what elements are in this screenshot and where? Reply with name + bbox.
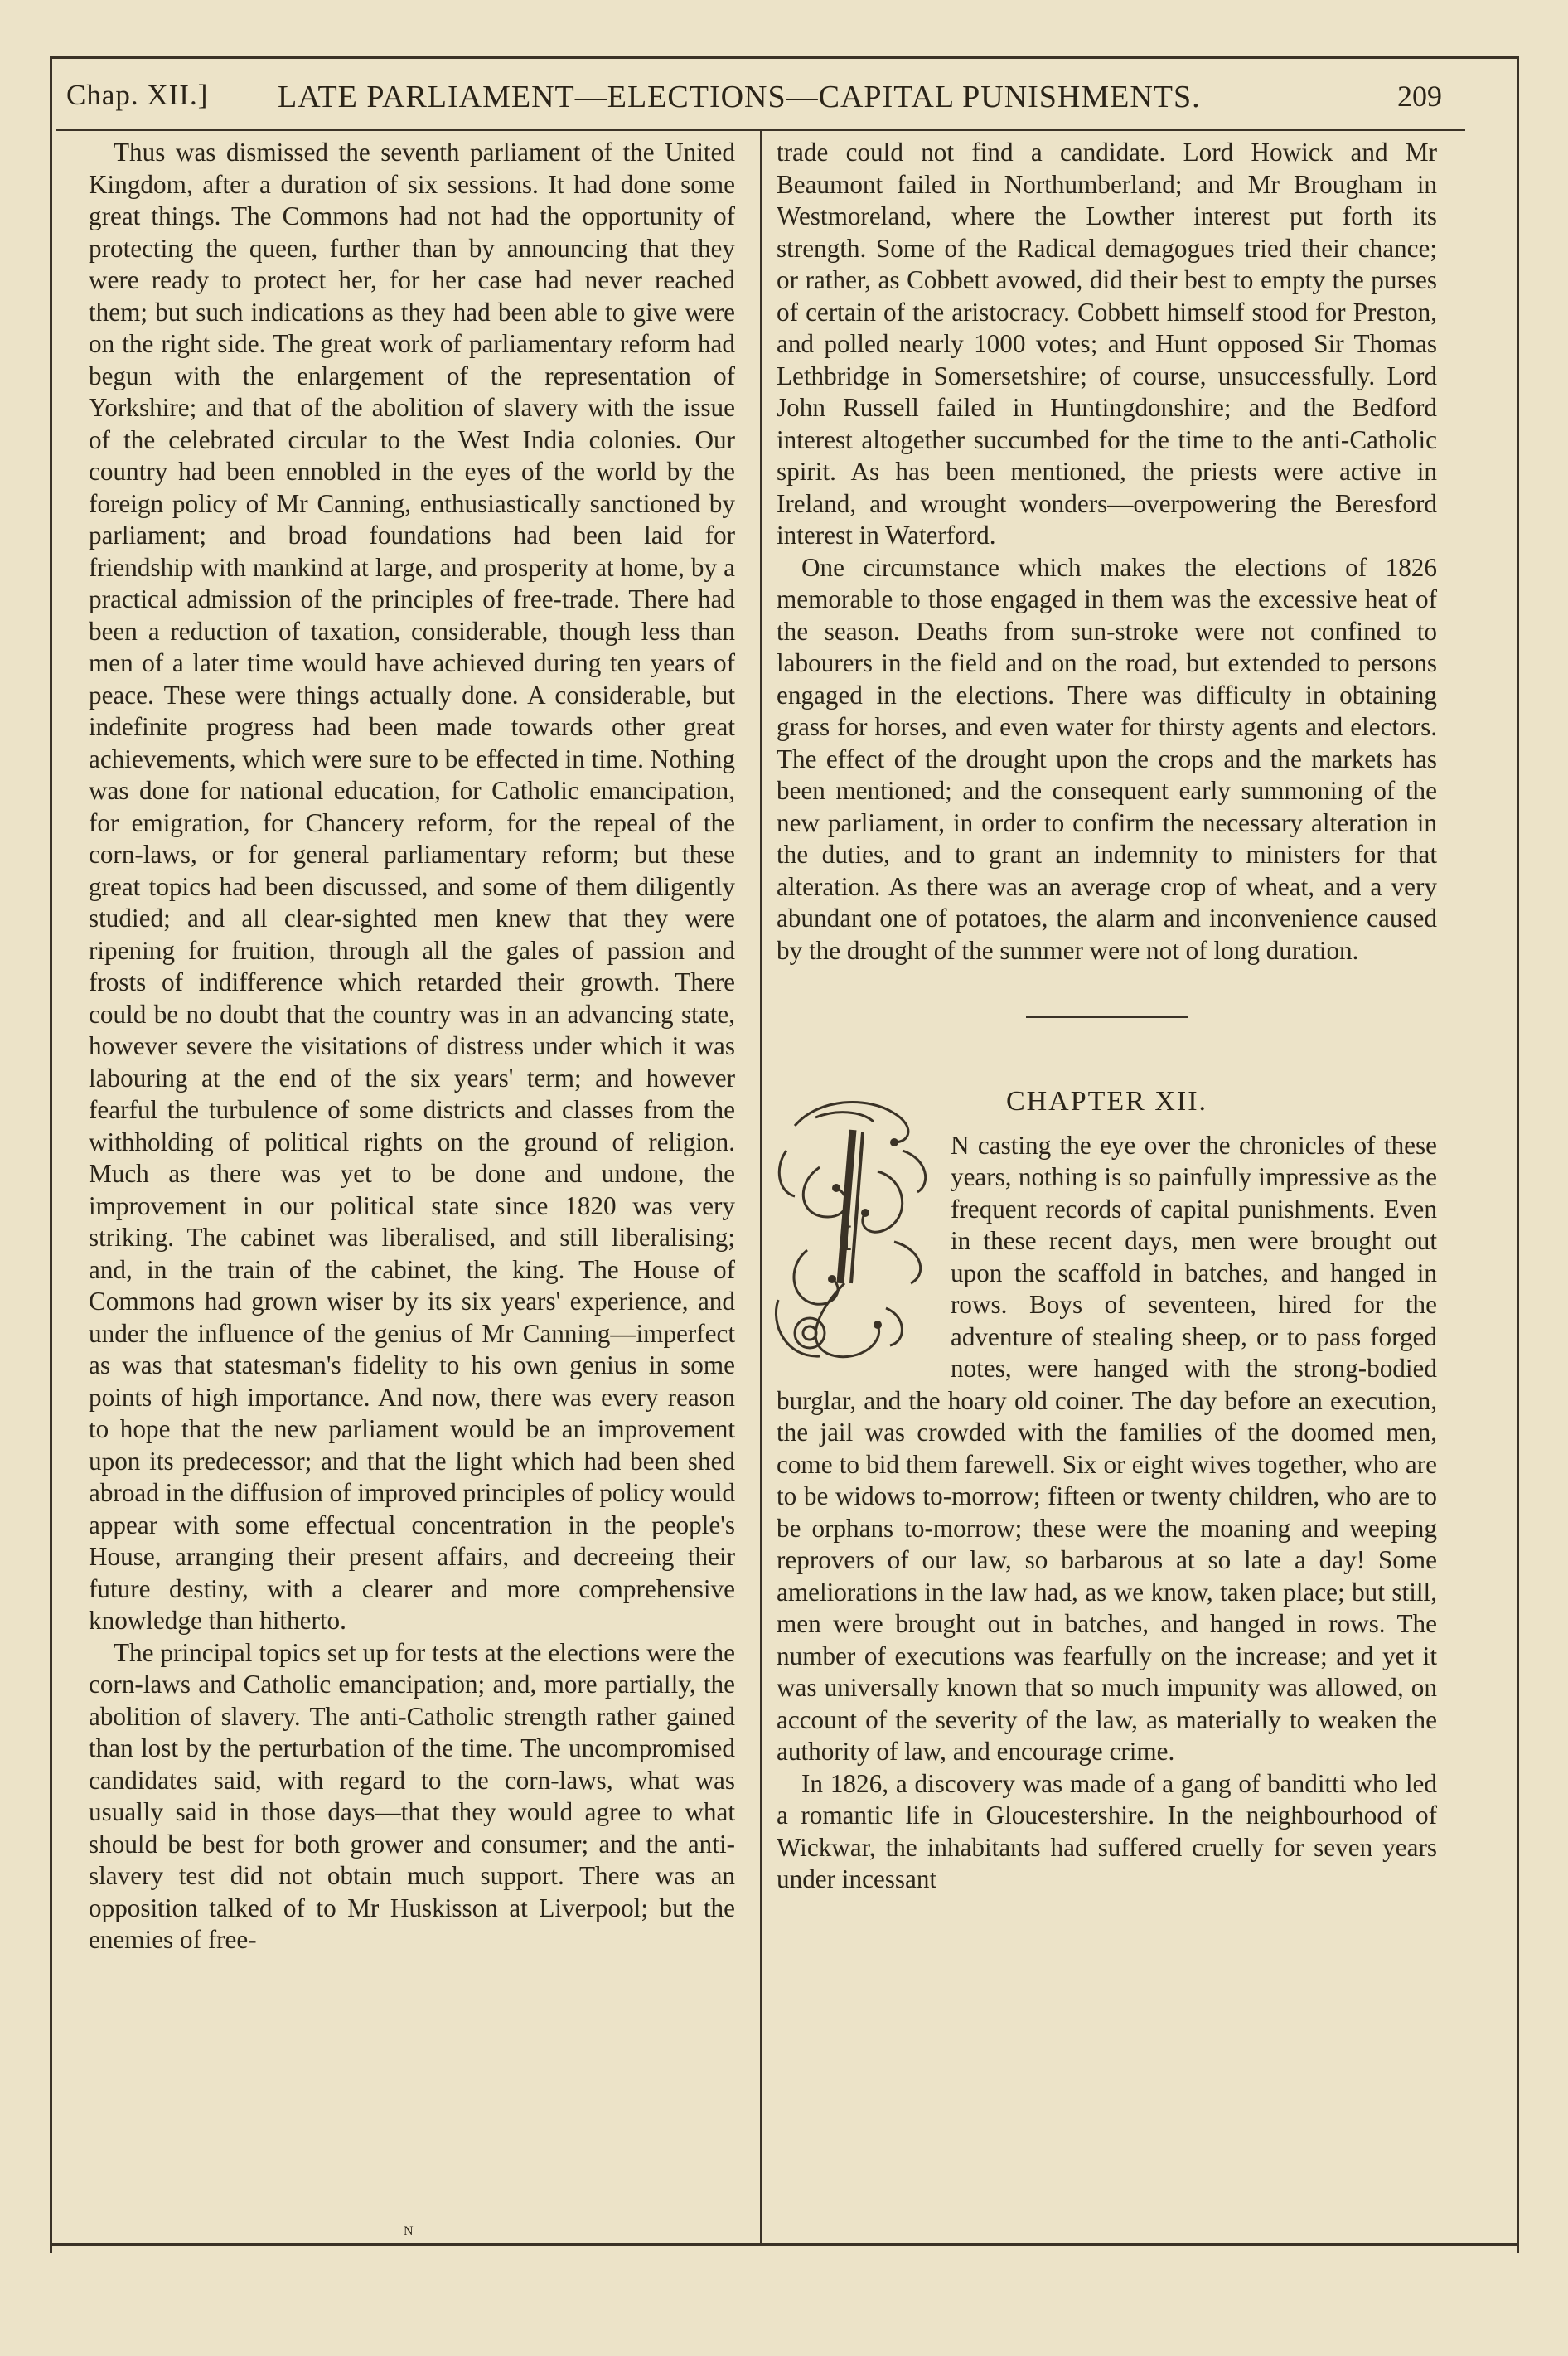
chapter-reference: Chap. XII.] xyxy=(66,79,209,111)
running-title: LATE PARLIAMENT—ELECTIONS—CAPITAL PUNISHMENTS. xyxy=(278,80,1201,114)
initial-letter: I xyxy=(840,1219,853,1258)
column-divider xyxy=(760,131,762,2245)
page-border-top xyxy=(50,56,1519,59)
page-border-right xyxy=(1517,56,1519,2253)
signature-mark: N xyxy=(404,2224,414,2238)
paragraph-election-topics: The principal topics set up for tests at the elections were the corn-laws and Catholic emancipation; and, more partially, the abolition of slavery. The anti-Catholic strength rather gained than lost by the perturbation of the time. The uncompromised candidates said, with regard to the corn-laws, what was usually said in those days—that they would agree to what should be best for both grower and consumer; and the anti-slavery test did not obtain much support. There was an opposition talked of to Mr Huskisson at Liverpool; but the enemies of free- xyxy=(89,1637,735,1954)
paragraph-free-trade: trade could not find a candidate. Lord Howick and Mr Beaumont failed in Northumberland; and Mr Brougham in Westmoreland, where the Lowther interest put forth its strength. Some of the Radical demagogues tried their chance; or rather, as Cobbett avowed, did their best to empty the purses of certain of the aristocracy. Cobbett himself stood for Preston, and polled nearly 1000 votes; and Hunt opposed Sir Thomas Lethbridge in Somersetshire; of course, unsuccessfully. Lord John Russell failed in Huntingdonshire; and the Bedford interest altogether succumbed for the time to the anti-Catholic spirit. As has been mentioned, the priests were active in Ireland, and wrought wonders—overpowering the Beresford interest in Waterford. xyxy=(777,138,1437,550)
page-number: 209 xyxy=(1397,80,1442,113)
section-separator xyxy=(1026,1016,1188,1018)
left-column xyxy=(89,137,735,1956)
running-header xyxy=(66,79,1442,127)
paragraph-heat: One circumstance which makes the elections of 1826 memorable to those engaged in them was the excessive heat of the season. Deaths from sun-stroke were not confined to labourers in the field and on the road, but extended to persons engaged in the elections. There was difficulty in obtaining grass for horses, and even water for thirsty agents and electors. The effect of the drought upon the crops and the markets has been mentioned; and the consequent early summoning of the new parliament, in order to confirm the necessary alteration in the duties, and to grant an indemnity to ministers for that alteration. As there was an average crop of wheat, and a very abundant one of potatoes, the alarm and inconvenience caused by the drought of the summer were not of long duration. xyxy=(777,552,1437,965)
chapter-opening-text: N casting the eye over the chronicles of these years, nothing is so painfully impressive as the frequent records of capital punishments. Even in these recent days, men were brought out upon the scaffold in batches, and hanged in rows. Boys of seventeen, hired for the adventure of stealing sheep, or to pass forged notes, were hanged with the strong-bodied burglar, and the hoary old coiner. The day before an execution, the jail was crowded with the families of the doomed men, come to bid them farewell. Six or eight wives together, who are to be widows to-morrow; fifteen or twenty children, who are to be orphans to-morrow; these were the moaning and weeping reprovers of our law, so barbarous at so late a day! Some ameliorations in the law had, as we know, taken place; but still, men were brought out in batches, and hanged in rows. The number of executions was fearfully on the increase; and yet it was universally known that so much impunity was allowed, on account of the severity of the law, as materially to weaken the authority of law, and encourage crime. xyxy=(777,1130,1437,1766)
paragraph-banditti: In 1826, a discovery was made of a gang of banditti who led a romantic life in Gloucestershire. In the neighbourhood of Wickwar, the inhabitants had suffered cruelly for seven years under incessant xyxy=(777,1768,1437,1893)
page-border-bottom xyxy=(50,2243,1519,2246)
paragraph-dismissal: Thus was dismissed the seventh parliament of the United Kingdom, after a duration of six sessions. It had done some great things. The Commons had not had the opportunity of protecting the queen, further than by announcing that they were ready to protect her, for her case had never reached them; but such indications as they had been able to give were on the right side. The great work of parliamentary reform had begun with the enlargement of the representation of Yorkshire; and that of the abolition of slavery with the issue of the celebrated circular to the West India colonies. Our country had been ennobled in the eyes of the world by the foreign policy of Mr Canning, enthusiastically sanctioned by parliament; and broad foundations had been laid for friendship with mankind at large, and prosperity at home, by a practical admission of the principles of free-trade. There had been a reduction of taxation, considerable, though less than men of a later time would have achieved during ten years of peace. These were things actually done. A considerable, but indefinite progress had been made towards other great achievements, which were sure to be effected in time. Nothing was done for national education, for Catholic emancipation, for emigration, for Chancery reform, for the repeal of the corn-laws, or for general parliamentary reform; but these great topics had been discussed, and some of them diligently studied; and all clear-sighted men knew that they were ripening for fruition, through all the gales of passion and frosts of indifference which retarded their growth. There could be no doubt that the country was in an advancing state, however severe the visitations of distress under which it was labouring at the end of the six years' term; and however fearful the turbulence of some districts and classes from the withholding of political rights on the ground of religion. Much as there was yet to be done and undone, the improvement in our political state since 1820 was very striking. The cabinet was liberalised, and still liberalising; and, in the train of the cabinet, the king. The House of Commons had grown wiser by its six years' experience, and under the influence of the genius of Mr Canning—imperfect as was that statesman's fidelity to his own genius in some points of high importance. And now, there was every reason to hope that the new parliament would be an improvement upon its predecessor; and that the light which had been shed abroad in the diffusion of improved principles of policy would appear with some effectual concentration in the people's House, arranging their present affairs, and decreeing their future destiny, with a clearer and more comprehensive knowledge than hitherto. xyxy=(89,138,735,1635)
paragraph-capital-punishments xyxy=(777,1130,1437,1768)
ornamental-initial-icon xyxy=(770,1093,944,1366)
page-border-left xyxy=(50,56,52,2253)
right-column xyxy=(777,137,1437,1896)
chapter-heading: CHAPTER XII. xyxy=(1005,1086,1208,1117)
